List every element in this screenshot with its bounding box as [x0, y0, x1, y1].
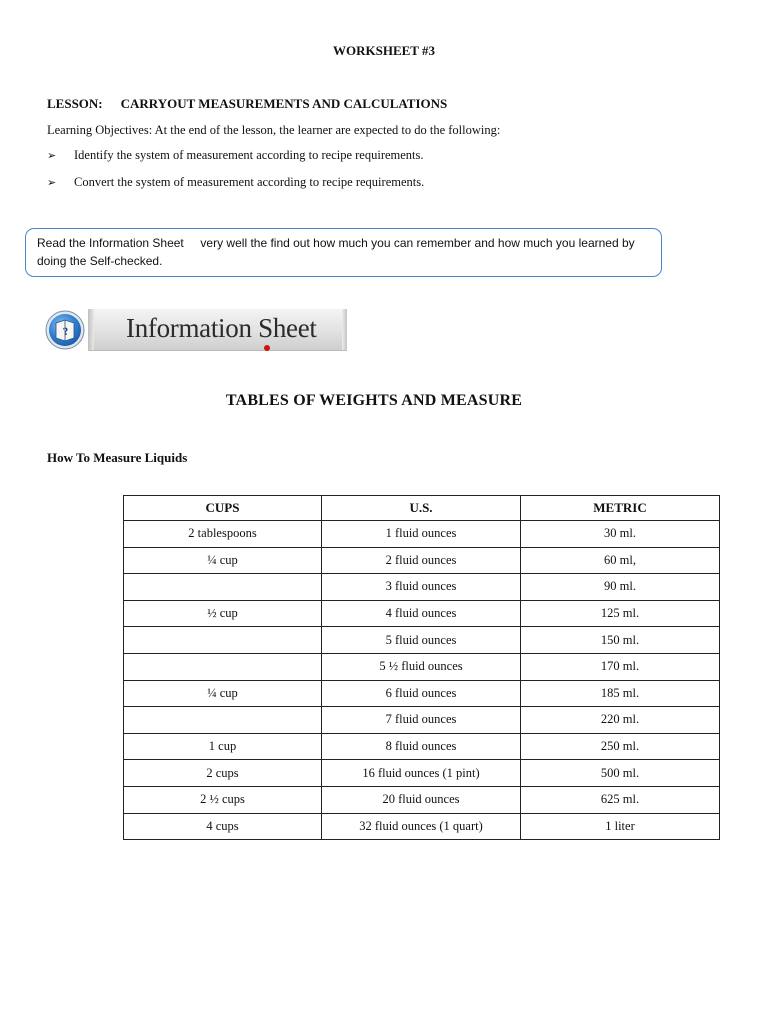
banner-label: Information Sheet — [126, 313, 317, 343]
cell-us: 20 fluid ounces — [322, 786, 521, 813]
cell-cups: ½ cup — [124, 600, 322, 627]
header-us: U.S. — [322, 496, 521, 521]
table-row — [124, 813, 720, 840]
worksheet-title: WORKSHEET #3 — [333, 43, 435, 58]
cell-cups: 2 ½ cups — [124, 786, 322, 813]
objective-text: Convert the system of measurement according to recipe requirements. — [74, 175, 425, 189]
table-row — [124, 733, 720, 760]
cell-cups: 2 tablespoons — [124, 521, 322, 548]
cell-us: 5 ½ fluid ounces — [322, 653, 521, 680]
svg-text:?: ? — [61, 325, 70, 339]
cell-us: 7 fluid ounces — [322, 707, 521, 734]
lesson-heading — [47, 96, 447, 112]
table-row — [124, 627, 720, 654]
cell-us: 8 fluid ounces — [322, 733, 521, 760]
instruction-box — [25, 228, 662, 277]
arrow-bullet-icon: ➢ — [47, 149, 57, 162]
cell-metric: 125 ml. — [521, 600, 720, 627]
objective-item — [47, 175, 424, 190]
cell-metric: 170 ml. — [521, 653, 720, 680]
book-question-icon — [45, 310, 85, 350]
cell-cups: 2 cups — [124, 760, 322, 787]
banner-dot — [264, 345, 270, 351]
cell-metric: 1 liter — [521, 813, 720, 840]
table-header-row — [124, 496, 720, 521]
cell-cups: 4 cups — [124, 813, 322, 840]
objective-text: Identify the system of measurement according to recipe requirements. — [74, 148, 424, 162]
cell-us: 16 fluid ounces (1 pint) — [322, 760, 521, 787]
table-title: TABLES OF WEIGHTS AND MEASURE — [225, 392, 523, 409]
cell-cups: ¼ cup — [124, 547, 322, 574]
table-row — [124, 760, 720, 787]
cell-metric: 625 ml. — [521, 786, 720, 813]
table-row — [124, 680, 720, 707]
learning-objectives-intro: Learning Objectives: At the end of the lesson, the learner are expected to do the following: — [47, 123, 501, 137]
cell-metric: 90 ml. — [521, 574, 720, 601]
header-metric: METRIC — [521, 496, 720, 521]
table-row — [124, 653, 720, 680]
table-row — [124, 547, 720, 574]
section-title: How To Measure Liquids — [47, 450, 188, 465]
cell-metric: 220 ml. — [521, 707, 720, 734]
cell-us: 4 fluid ounces — [322, 600, 521, 627]
cell-cups: 1 cup — [124, 733, 322, 760]
cell-us: 32 fluid ounces (1 quart) — [322, 813, 521, 840]
cell-us: 3 fluid ounces — [322, 574, 521, 601]
cell-us: 1 fluid ounces — [322, 521, 521, 548]
table-row — [124, 521, 720, 548]
cell-cups — [124, 627, 322, 654]
arrow-bullet-icon: ➢ — [47, 176, 57, 189]
table-row — [124, 600, 720, 627]
cell-metric: 30 ml. — [521, 521, 720, 548]
cell-us: 2 fluid ounces — [322, 547, 521, 574]
information-sheet-banner — [45, 308, 347, 351]
liquid-measure-table — [123, 495, 720, 840]
table-body — [124, 521, 720, 840]
lesson-label: LESSON: — [47, 96, 103, 111]
cell-cups: ¼ cup — [124, 680, 322, 707]
cell-us: 6 fluid ounces — [322, 680, 521, 707]
cell-cups — [124, 707, 322, 734]
table-row — [124, 786, 720, 813]
cell-us: 5 fluid ounces — [322, 627, 521, 654]
lesson-title: CARRYOUT MEASUREMENTS AND CALCULATIONS — [120, 96, 448, 111]
cell-cups — [124, 653, 322, 680]
table-row — [124, 574, 720, 601]
cell-metric: 185 ml. — [521, 680, 720, 707]
cell-cups — [124, 574, 322, 601]
cell-metric: 150 ml. — [521, 627, 720, 654]
table-row — [124, 707, 720, 734]
banner-plate — [88, 309, 347, 351]
cell-metric: 60 ml, — [521, 547, 720, 574]
header-cups: CUPS — [124, 496, 322, 521]
instruction-text: Read the Information Sheet very well the find out how much you can remember and how much you learned by doing the Self-checked. — [37, 236, 638, 268]
cell-metric: 500 ml. — [521, 760, 720, 787]
cell-metric: 250 ml. — [521, 733, 720, 760]
objective-item — [47, 148, 424, 163]
